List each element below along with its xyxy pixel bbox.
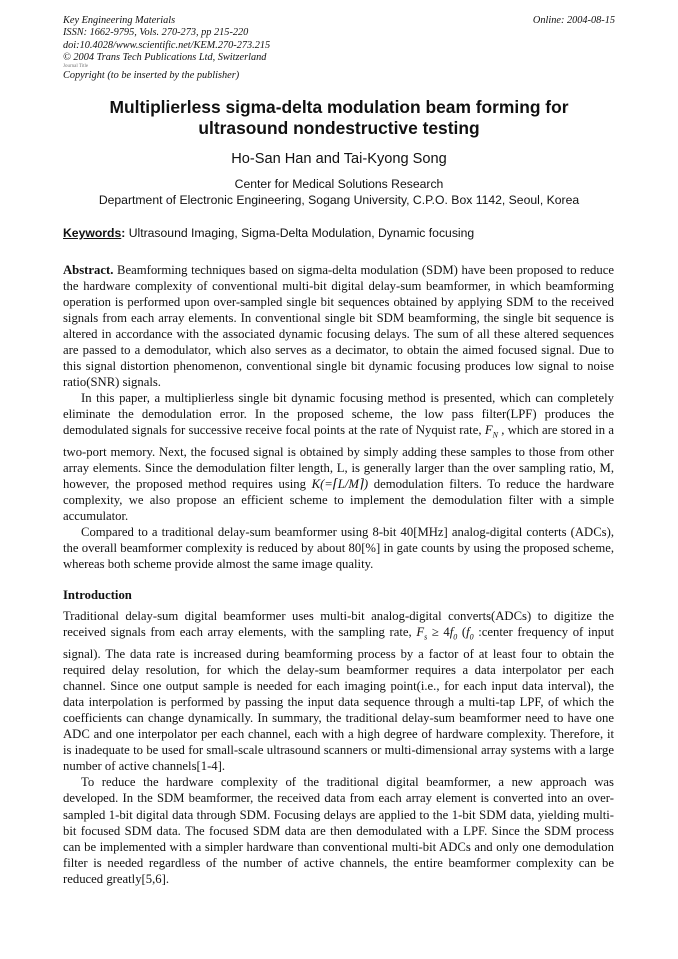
keywords	[63, 226, 615, 240]
section-heading-introduction: Introduction	[63, 588, 132, 603]
math-filter-count: K(=⌈L/M⌉)	[311, 477, 369, 492]
abstract-paragraph-1	[63, 262, 614, 390]
math-symbol: F	[416, 625, 425, 640]
math-relation: ≥ 4	[427, 625, 450, 640]
math-nyquist-rate	[484, 423, 498, 440]
abstract-text-1: Beamforming techniques based on sigma-delta modulation (SDM) have been proposed to reduce the hardware complexity of conventional multi-bit digital delay-sum beamformer, in which beamforming operation is performed upon over-sampled single bit sequences obtained by applying SDM to the received signals from each array elements. In conventional single bit SDM beamforming, the single bit sequence is altered in accordance with the associated dynamic focusing delays. The sum of all these altered sequences are passed to a demodulator, which also serves as a decimator, to obtain the aimed focused signal. Due to this signal distortion phenomenon, conventional single bit dynamic focusing produces low signal to noise ratio(SNR) signals.	[63, 263, 614, 390]
intro-paragraph-2: To reduce the hardware complexity of the traditional digital beamformer, a new approach was developed. In the SDM beamformer, the received data from each array element is converted into an over-sampled 1-bit digital data through SDM. Focusing delays are applied to the 1-bit SDM data, yielding multi-bit focused SDM data. The focused SDM data are then demodulated with a LPF. Since the SDM process can be implemented with a simpler hardware than conventional multi-bit ADCs and only one demodulation filter is needed regardless of the number of active channels, the entire beamformer complexity can be reduced greatly[5,6].	[63, 775, 614, 886]
math-subscript: N	[492, 431, 498, 440]
math-subscript: 0	[453, 633, 458, 642]
math-sampling-rate	[416, 625, 458, 642]
doi-line: doi:10.4028/www.scientific.net/KEM.270-273.215	[63, 39, 271, 51]
abstract-text-2b: , which are stored in a two-port memory. Next, the focused signal is obtained by simply adding these samples to those from other array elements. Since the demodulation filter length, L, is generally larger than the over sampling ratio, M, however, the proposed method requires using	[63, 423, 614, 492]
abstract-paragraph-3: Compared to a traditional delay-sum beamformer using 8-bit 40[MHz] analog-digital conterts (ADCs), the overall beamformer complexity is reduced by about 80[%] in gate counts by using the proposed scheme, whereas both scheme provide almost the same image quality.	[63, 525, 614, 572]
authors: Ho-San Han and Tai-Kyong Song	[231, 151, 447, 167]
math-symbol: f	[466, 625, 470, 640]
online-date: Online: 2004-08-15	[532, 15, 615, 26]
abstract-label: Abstract.	[63, 263, 114, 277]
math-center-frequency	[466, 625, 474, 642]
math-symbol: F	[484, 423, 493, 438]
keywords-label: Keywords	[63, 226, 122, 240]
issn-line: ISSN: 1662-9795, Vols. 270-273, pp 215-220	[63, 27, 249, 39]
paper-body	[63, 262, 614, 887]
math-subscript: s	[424, 633, 428, 642]
affiliation-line-1: Center for Medical Solutions Research	[234, 177, 444, 191]
math-subscript: 0	[469, 633, 474, 642]
journal-header	[63, 15, 615, 82]
journal-name: Key Engineering Materials	[63, 15, 176, 26]
intro-paren: (	[457, 625, 467, 640]
intro-paragraph-1	[63, 608, 614, 774]
keywords-colon: :	[121, 226, 126, 240]
abstract-paragraph-2	[63, 390, 614, 524]
tiny-journal-mark: Journal Title	[63, 64, 89, 70]
intro-text-1b: :center frequency of input signal). The data rate is increased during beamforming process by a factor of at least four to obtain the required delay resolution, for which the delay-sum beamformer requires a data interpolator per each channel. Since one output sample is needed for each imaging point(i.e., for each input data interval), the data interpolation is performed by passing the input data sequence through a multi-tap LPF, of which the coefficients can change dynamically. In summary, the traditional delay-sum beamformer need to have one ADC and one interpolator per each channel, each with a high degree of hardware complexity. Therefore, it is inadequate to be used for small-scale ultrasound scanners or multi-dimensional array systems with a large number of active channels[1-4].	[63, 625, 614, 774]
affiliation-line-2: Department of Electronic Engineering, Sogang University, C.P.O. Box 1142, Seoul, Korea	[98, 193, 580, 207]
math-symbol: f	[449, 625, 454, 640]
copyright-note: Copyright (to be inserted by the publisher)	[63, 70, 240, 82]
publisher-line: © 2004 Trans Tech Publications Ltd, Switzerland	[63, 51, 267, 63]
keywords-text: Ultrasound Imaging, Sigma-Delta Modulation, Dynamic focusing	[125, 226, 475, 240]
abstract-text-2a: In this paper, a multiplierless single bit dynamic focusing method is presented, which can completely eliminate the demodulation error. In the proposed scheme, the low pass filter(LPF) produces the demodulated signals for successive receive focal points at the rate of Nyquist rate,	[63, 391, 614, 438]
paper-title: Multiplierless sigma-delta modulation beam forming for ultrasound nondestructive testing	[109, 97, 569, 138]
affiliation	[63, 176, 615, 208]
abstract-text-2c: demodulation filters. To reduce the hardware complexity, we also propose an efficient scheme to implement the demodulation filter with a simple accumulator.	[63, 477, 614, 524]
intro-text-1a: Traditional delay-sum digital beamformer uses multi-bit analog-digital converts(ADCs) to digitize the received signals from each array elements, with the sampling rate,	[63, 609, 614, 640]
